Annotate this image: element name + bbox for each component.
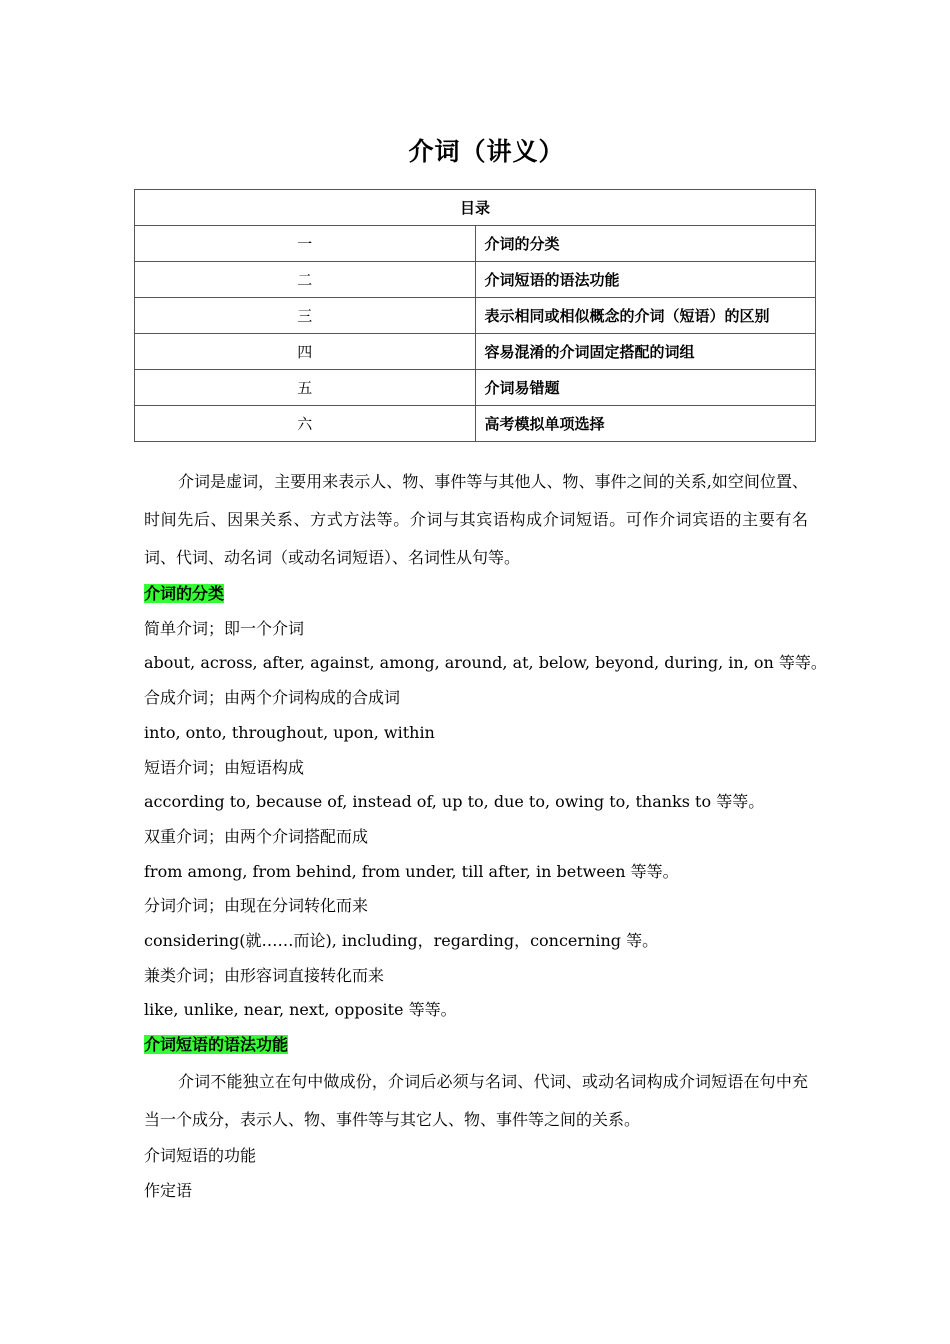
highlighted-heading: 介词的分类 (144, 584, 225, 603)
page-title: 介词（讲义） (408, 137, 565, 166)
section-heading-classification (144, 577, 808, 612)
toc-row-topic: 介词的分类 (475, 226, 816, 262)
toc-table (134, 189, 816, 442)
body-line: 兼类介词；由形容词直接转化而来 (144, 965, 385, 985)
body-line: like, unlike, near, next, opposite 等等。 (144, 1000, 457, 1020)
body-line: 介词短语的功能 (144, 1145, 257, 1165)
toc-row-number: 一 (135, 226, 476, 262)
body-line: 双重介词；由两个介词搭配而成 (144, 826, 369, 846)
toc-row-number: 四 (135, 334, 476, 370)
body-line: 分词介词；由现在分词转化而来 (144, 896, 369, 916)
toc-row-topic: 高考模拟单项选择 (475, 406, 816, 442)
toc-row (135, 298, 816, 334)
highlighted-heading: 介词短语的语法功能 (144, 1035, 289, 1055)
body-line: about, across, after, against, among, around, at, below, beyond, during, in, on 等等。 (144, 653, 827, 673)
toc-row-number: 六 (135, 406, 476, 442)
toc-row-number: 三 (135, 298, 476, 334)
toc-row (135, 334, 816, 370)
toc-row (135, 226, 816, 262)
body-line: 短语介词；由短语构成 (144, 757, 305, 777)
intro-paragraph: 介词是虚词，主要用来表示人、物、事件等与其他人、物、事件之间的关系,如空间位置、时间先后、因果关系、方式方法等。介词与其宾语构成介词短语。可作介词宾语的主要有名词、代词、动名词（或动名词短语）、名词性从句等。 (144, 472, 808, 567)
toc-row-topic: 介词短语的语法功能 (475, 262, 816, 298)
toc-row-number: 五 (135, 370, 476, 406)
body-line: 合成介词；由两个介词构成的合成词 (144, 688, 401, 708)
function-paragraph: 介词不能独立在句中做成份，介词后必须与名词、代词、或动名词构成介词短语在句中充当一个成分，表示人、物、事件等与其它人、物、事件等之间的关系。 (144, 1071, 808, 1129)
toc-row-topic: 介词易错题 (475, 370, 816, 406)
body-line: considering(就……而论), including，regarding，concerning 等。 (144, 931, 659, 951)
body-line: 简单介词；即一个介词 (144, 618, 305, 638)
toc-row-number: 二 (135, 262, 476, 298)
toc-row-topic: 表示相同或相似概念的介词（短语）的区别 (475, 298, 816, 334)
body-line: from among, from behind, from under, till after, in between 等等。 (144, 861, 679, 881)
toc-header: 目录 (135, 190, 816, 226)
body-line: into, onto, throughout, upon, within (144, 722, 435, 742)
section-heading-grammar-function (144, 1028, 808, 1063)
toc-row-topic: 容易混淆的介词固定搭配的词组 (475, 334, 816, 370)
body-line: 作定语 (144, 1180, 193, 1200)
toc-header-row (135, 190, 816, 226)
toc-row (135, 262, 816, 298)
body-line: according to, because of, instead of, up to, due to, owing to, thanks to 等等。 (144, 792, 765, 812)
toc-row (135, 406, 816, 442)
toc-row (135, 370, 816, 406)
document-body (144, 463, 827, 1208)
